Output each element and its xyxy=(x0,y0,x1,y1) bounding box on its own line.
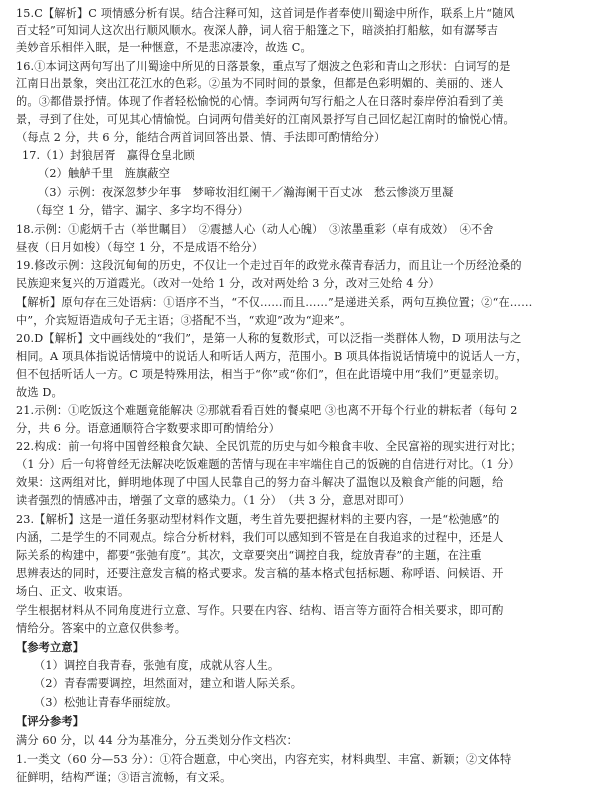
text-line: 分，共 6 分。语意通顺符合字数要求即可酌情给分） xyxy=(16,422,281,435)
text-line: （2）触舻千里 旌旗蔽空 xyxy=(38,167,170,180)
text-line: 内涵，二是学生的不同观点。综合分析材料，我们可以感知到不管是在自我追求的过程中，还是人 xyxy=(16,531,504,544)
text-line: 但不包括听话人一方。C 项是特殊用法，相当于“你”或“你们”，但在此语境中用“我们”更显亲切。 xyxy=(16,368,506,381)
text-line: 23.【解析】这是一道任务驱动型材料作文题，考生首先要把握材料的主要内容，一是“松弛感”的 xyxy=(16,513,500,526)
text-line: 景，寻到了住处，可见其心情愉悦。白词两句借美好的江南风景抒写自己回忆起江南时的愉悦心情。 xyxy=(16,113,515,126)
text-line: 20.D【解析】文中画线处的“我们”，是第一人称的复数形式，可以泛指一类群体人物，D 项用法与之 xyxy=(16,332,522,345)
text-line: 【解析】原句存在三处语病：①语序不当，“不仅……而且……”是递进关系，两句互换位置；②“在…… xyxy=(16,296,533,309)
text-line: 江南日出景象，突出江花江水的色彩。②虽为不同时间的景象，但都是色彩明媚的、美丽的、迷人 xyxy=(16,77,504,90)
text-line: （1 分）后一句将曾经无法解决吃饭难题的苦情与现在丰牢端住自己的饭碗的自信进行对比。（1 分） xyxy=(16,458,520,471)
text-line: 故选 D。 xyxy=(16,386,63,399)
text-line: 【参考立意】 xyxy=(16,640,85,654)
text-line: 际关系的构建中，都要“张弛有度”。其次，文章要突出“调控自我，绽放青春”的主题，在注重 xyxy=(16,549,482,562)
text-line: 读者强烈的情感冲击，增强了文章的感染力。（1 分） （共 3 分，意思对即可） xyxy=(16,494,411,507)
text-line: 百丈轻”可知词人这次出行顺风顺水。夜深人静，词人宿于船篷之下，暗淡拍打船舷，如有潺琴吉 xyxy=(16,24,499,37)
text-line: 【评分参考】 xyxy=(16,714,85,728)
text-line: （1）调控自我青春，张弛有度，成就从容人生。 xyxy=(34,659,280,672)
text-line: 相同。A 项具体指说话情境中的说话人和听话人两方，范围小。B 项具体指说话情境中的说话人一方， xyxy=(16,350,528,363)
text-line: 效果：这两组对比，鲜明地体现了中国人民靠自己的努力奋斗解决了温饱以及粮食产能的问题，给 xyxy=(16,476,504,489)
text-line: （3）松弛让青春华丽绽放。 xyxy=(34,696,178,709)
text-line: 18.示例：①彪炳千古（举世瞩目） ②震撼人心（动人心魄） ③浓墨重彩（卓有成效） ④不舍 xyxy=(16,223,494,236)
text-line: （每空 1 分，错字、漏字、多字均不得分） xyxy=(30,204,249,217)
text-line: 民族迎来复兴的万道霞光。（改对一处给 1 分，改对两处给 3 分，改对三处给 4 分） xyxy=(16,277,440,290)
text-line: 场白、正文、收束语。 xyxy=(16,585,130,598)
text-line: 22.构成：前一句将中国曾经粮食欠缺、全民饥荒的历史与如今粮食丰收、全民富裕的现实进行对比； xyxy=(16,440,522,453)
text-line: （2）青春需要调控，坦然面对，建立和谐人际关系。 xyxy=(34,677,303,690)
text-line: 情给分。答案中的立意仅供参考。 xyxy=(16,622,187,635)
text-line: 征鲜明，结构严谨；③语言流畅，有文采。 xyxy=(16,771,232,784)
text-line: 17.（1）封狼居胥 赢得仓皇北顾 xyxy=(22,149,195,162)
text-line: 美妙音乐相伴入眠，是一种惬意，不是悲凉凄冷，故选 C。 xyxy=(16,41,312,54)
text-line: 中”，介宾短语造成句子无主语；③搭配不当，“欢迎”改为“迎来”。 xyxy=(16,314,352,327)
text-line: （每点 2 分，共 6 分，能结合两首词回答出景、情、手法即可酌情给分） xyxy=(16,131,386,144)
text-line: 19.修改示例：这段沉甸甸的历史，不仅让一个走过百年的政党永葆青春活力，而且让一个历经沧桑的 xyxy=(16,259,522,272)
text-line: 21.示例：①吃饭这个难题竟能解决 ②那就看看百姓的餐桌吧 ③也离不开每个行业的耕耘者（每句 2 xyxy=(16,404,518,417)
text-line: 思辨表达的同时，还要注意发言稿的格式要求。发言稿的基本格式包括标题、称呼语、问候语、开 xyxy=(16,567,504,580)
text-line: 昼夜（日月如梭）（每空 1 分，不是成语不给分） xyxy=(16,241,264,254)
text-line: 的。③都借景抒情。体现了作者轻松愉悦的心情。李词两句写行船之人在日落时泰岸停泊看到了美 xyxy=(16,95,504,108)
text-line: 16.①本词这两句写出了川蜀途中所见的日落景象，重点写了烟波之色彩和青山之形状：白词写的是 xyxy=(16,60,511,73)
text-line: （3）示例：夜深忽梦少年事 梦啼妆泪红阑干／瀚海阑干百丈冰 愁云惨淡万里凝 xyxy=(38,186,454,199)
text-line: 1.一类文（60 分—53 分）：①符合题意，中心突出，内容充实，材料典型、丰富、新颖；②文体特 xyxy=(16,753,512,766)
text-line: 15.C【解析】C 项情感分析有误。结合注释可知，这首词是作者奉使川蜀途中所作，联系上片“随风 xyxy=(16,7,515,20)
text-line: 学生根据材料从不同角度进行立意、写作。只要在内容、结构、语言等方面符合相关要求，即可酌 xyxy=(16,604,504,617)
text-line: 满分 60 分，以 44 分为基准分，分五类划分作文档次： xyxy=(16,734,298,747)
